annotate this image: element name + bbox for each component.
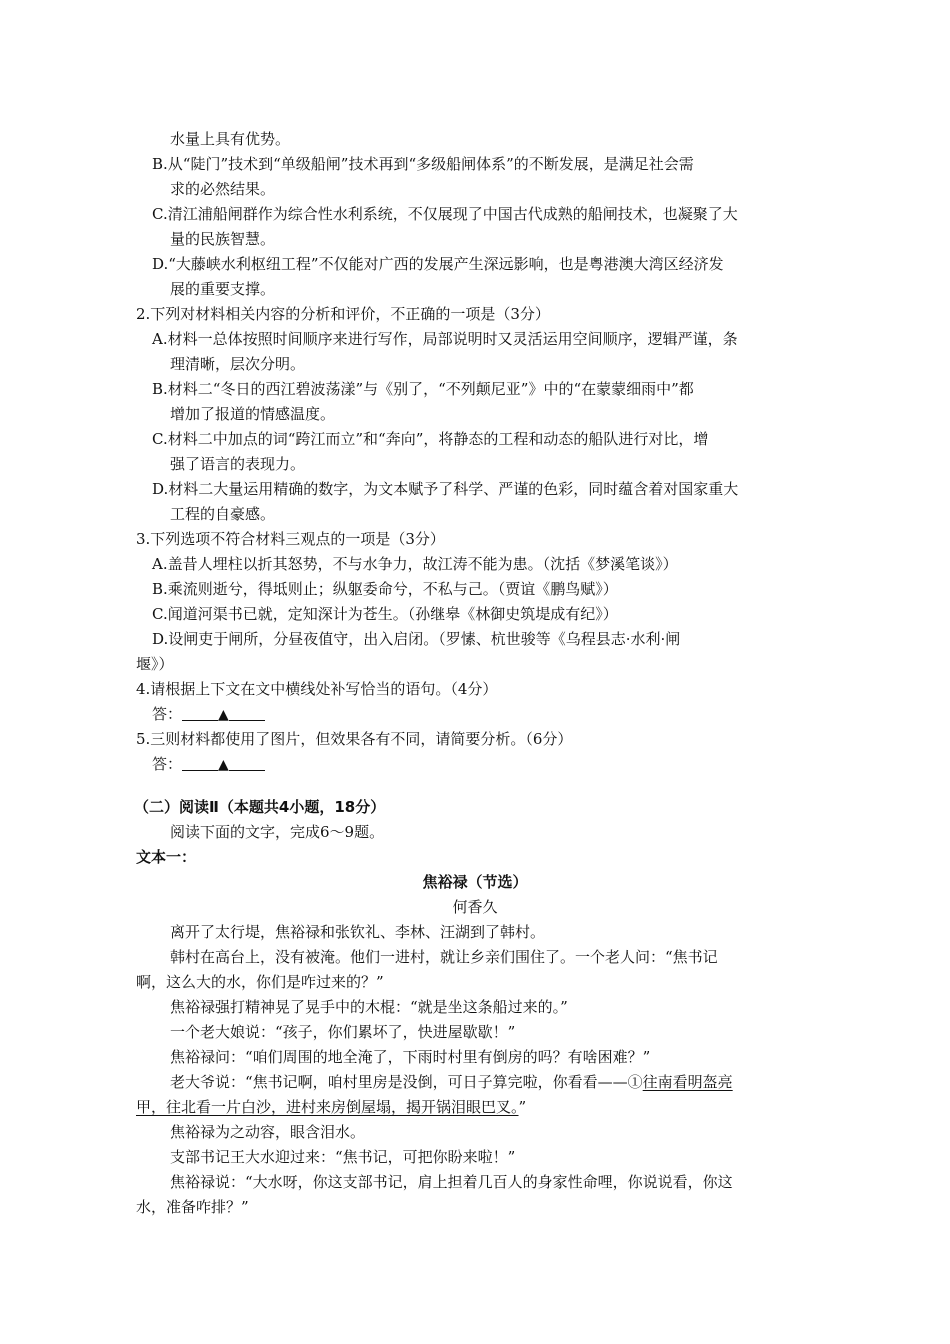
paragraph-line (170, 1072, 733, 1092)
section-instruction: 阅读下面的文字，完成6～9题。 (170, 823, 385, 841)
paragraph-line: 啊，这么大的水，你们是咋过来的？” (136, 973, 384, 991)
q2-option-b: B.材料二“冬日的西江碧波荡漾”与《别了，“不列颠尼亚”》中的“在蒙蒙细雨中”都 (152, 380, 694, 398)
closing-quote: ” (518, 1098, 527, 1116)
question-2: 2.下列对材料相关内容的分析和评价，不正确的一项是（3分） (136, 305, 550, 323)
paragraph-line: 焦裕禄强打精神晃了晃手中的木棍：“就是坐这条船过来的。” (170, 998, 568, 1016)
option-c-continuation: 量的民族智慧。 (170, 230, 276, 248)
question-4: 4.请根据上下文在文中横线处补写恰当的语句。（4分） (136, 680, 498, 698)
q3-option-c: C.闻道河渠书已就，定知深计为苍生。（孙继皋《林御史筑堤成有纪》） (152, 605, 618, 623)
option-c: C.清江浦船闸群作为综合性水利系统，不仅展现了中国古代成熟的船闸技术，也凝聚了大 (152, 205, 738, 223)
dialogue-text: 老大爷说：“焦书记啊，咱村里房是没倒，可日子算完啦，你看看——① (170, 1073, 643, 1091)
underlined-sentence: 甲，往北看一片白沙，进村来房倒屋塌，揭开锅泪眼巴叉。 (136, 1098, 519, 1116)
article-title: 焦裕禄（节选） (422, 873, 528, 891)
text-one-label: 文本一： (136, 848, 197, 866)
answer-label: 答： (152, 705, 183, 723)
answer-triangle-icon: ▲ (218, 757, 229, 773)
option-b-continuation: 求的必然结果。 (170, 180, 276, 198)
q2-option-c: C.材料二中加点的词“跨江而立”和“奔向”，将静态的工程和动态的船队进行对比，增 (152, 430, 709, 448)
q2-option-d-continuation: 工程的自豪感。 (170, 505, 276, 523)
q2-option-a: A.材料一总体按照时间顺序来进行写作，局部说明时又灵活运用空间顺序，逻辑严谨，条 (152, 330, 738, 348)
option-a-continuation: 水量上具有优势。 (170, 130, 291, 148)
underlined-sentence: 往南看明盔亮 (642, 1073, 733, 1091)
q3-option-b: B.乘流则逝兮，得坻则止；纵躯委命兮，不私与己。（贾谊《鹏鸟赋》） (152, 580, 618, 598)
question-5: 5.三则材料都使用了图片，但效果各有不同，请简要分析。（6分） (136, 730, 573, 748)
paragraph-line: 离开了太行堤，焦裕禄和张钦礼、李林、汪湖到了韩村。 (170, 923, 546, 941)
q3-option-d: D.设闸吏于闸所，分昼夜值守，出入启闭。（罗愫、杭世骏等《乌程县志·水利·闸 (152, 630, 681, 648)
answer-blank-left (182, 756, 218, 771)
answer-line-4 (152, 704, 265, 724)
answer-line-5 (152, 754, 265, 774)
paragraph-line: 韩村在高台上，没有被淹。他们一进村，就让乡亲们围住了。一个老人问：“焦书记 (170, 948, 718, 966)
q2-option-c-continuation: 强了语言的表现力。 (170, 455, 306, 473)
paragraph-line: 焦裕禄为之动容，眼含泪水。 (170, 1123, 366, 1141)
article-author: 何香久 (452, 898, 498, 916)
option-b: B.从“陡门”技术到“单级船闸”技术再到“多级船闸体系”的不断发展，是满足社会需 (152, 155, 694, 173)
answer-blank-left (182, 706, 218, 721)
answer-label: 答： (152, 755, 183, 773)
paragraph-line: 支部书记王大水迎过来：“焦书记，可把你盼来啦！” (170, 1148, 516, 1166)
paragraph-line (136, 1097, 526, 1117)
option-d: D.“大藤峡水利枢纽工程”不仅能对广西的发展产生深远影响，也是粤港澳大湾区经济发 (152, 255, 724, 273)
answer-triangle-icon: ▲ (218, 707, 229, 723)
question-3: 3.下列选项不符合材料三观点的一项是（3分） (136, 530, 445, 548)
paragraph-line: 焦裕禄问：“咱们周围的地全淹了，下雨时村里有倒房的吗？有啥困难？” (170, 1048, 651, 1066)
section-heading: （二）阅读Ⅱ（本题共4小题，18分） (134, 798, 386, 816)
paragraph-line: 焦裕禄说：“大水呀，你这支部书记，肩上担着几百人的身家性命哩，你说说看，你这 (170, 1173, 733, 1191)
option-d-continuation: 展的重要支撑。 (170, 280, 276, 298)
paragraph-line: 一个老大娘说：“孩子，你们累坏了，快进屋歇歇！” (170, 1023, 516, 1041)
q3-option-d-continuation: 堰》） (136, 655, 174, 673)
paragraph-line: 水，准备咋排？” (136, 1198, 249, 1216)
q3-option-a: A.盖昔人埋柱以折其怒势，不与水争力，故江涛不能为患。（沈括《梦溪笔谈》） (152, 555, 678, 573)
q2-option-b-continuation: 增加了报道的情感温度。 (170, 405, 336, 423)
q2-option-d: D.材料二大量运用精确的数字，为文本赋予了科学、严谨的色彩，同时蕴含着对国家重大 (152, 480, 739, 498)
q2-option-a-continuation: 理清晰，层次分明。 (170, 355, 306, 373)
answer-blank-right (229, 706, 265, 721)
answer-blank-right (229, 756, 265, 771)
